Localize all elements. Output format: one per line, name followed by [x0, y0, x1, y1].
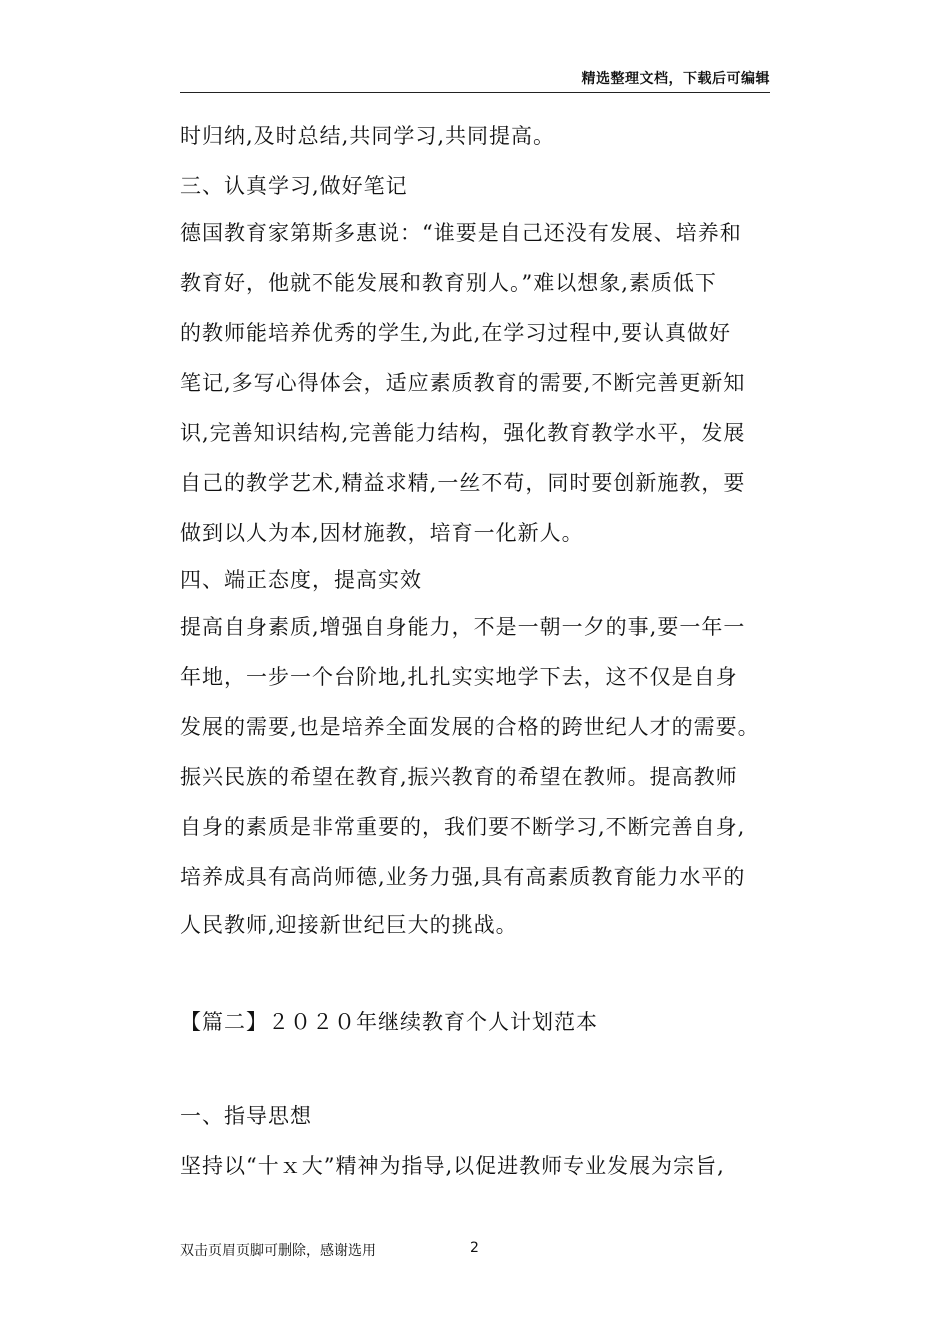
- body-line: 时归纳,及时总结,共同学习,共同提高。: [180, 124, 556, 148]
- body-line: 笔记,多写心得体会，适应素质教育的需要,不断完善更新知: [180, 371, 746, 395]
- body-line: 的教师能培养优秀的学生,为此,在学习过程中,要认真做好: [180, 321, 732, 345]
- section-heading: 四、端正态度，提高实效: [180, 568, 422, 592]
- section-heading: 一、指导思想: [180, 1104, 312, 1128]
- body-line: 提高自身素质,增强自身能力，不是一朝一夕的事,要一年一: [180, 615, 746, 639]
- section-heading: 三、认真学习,做好笔记: [180, 174, 408, 198]
- page-number: 2: [470, 1240, 479, 1256]
- body-line: 自己的教学艺术,精益求精,一丝不苟，同时要创新施教，要: [180, 471, 746, 495]
- body-line: 年地，一步一个台阶地,扎扎实实地学下去，这不仅是自身: [180, 665, 738, 689]
- body-line: 人民教师,迎接新世纪巨大的挑战。: [180, 913, 518, 937]
- body-line: 发展的需要,也是培养全面发展的合格的跨世纪人才的需要。: [180, 715, 760, 739]
- body-line: 自身的素质是非常重要的，我们要不断学习,不断完善自身,: [180, 815, 746, 839]
- header-divider: [180, 92, 770, 93]
- header-text: 精选整理文档，下载后可编辑: [581, 71, 770, 87]
- body-line: 培养成具有高尚师德,业务力强,具有高素质教育能力水平的: [180, 865, 746, 889]
- body-line: 德国教育家第斯多惠说：“谁要是自己还没有发展、培养和: [180, 221, 742, 245]
- body-line: 识,完善知识结构,完善能力结构，强化教育教学水平，发展: [180, 421, 746, 445]
- body-line: 做到以人为本,因材施教，培育一化新人。: [180, 521, 584, 545]
- body-line: 教育好，他就不能发展和教育别人。”难以想象,素质低下: [180, 271, 717, 295]
- body-line: 振兴民族的希望在教育,振兴教育的希望在教师。提高教师: [180, 765, 738, 789]
- article-title: 【篇二】２０２０年继续教育个人计划范本: [180, 1010, 598, 1034]
- body-line: 坚持以“十ｘ大”精神为指导,以促进教师专业发展为宗旨,: [180, 1154, 725, 1178]
- footer-note: 双击页眉页脚可删除，感谢选用: [180, 1243, 376, 1259]
